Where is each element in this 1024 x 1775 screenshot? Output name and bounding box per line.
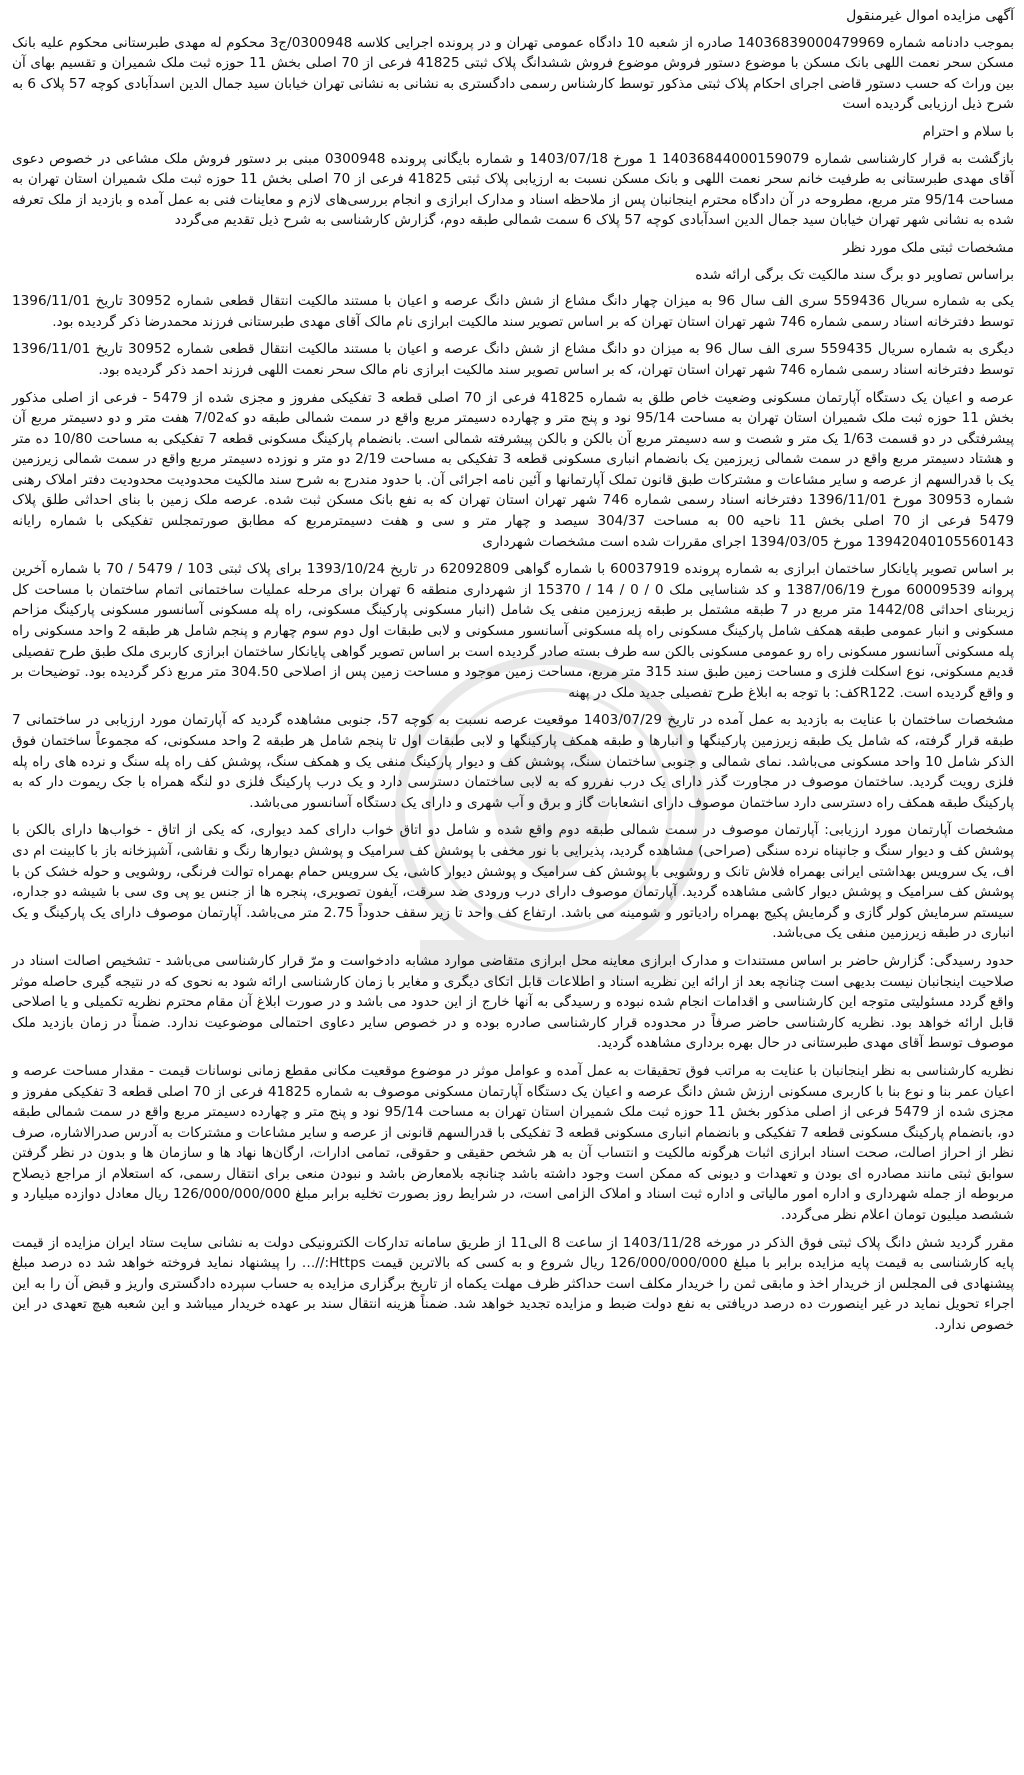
first-deed-paragraph: یکی به شماره سریال 559436 سری الف سال 96 به میزان چهار دانگ مشاع از شش دانگ عرصه و اعیان با مستند مالکیت انتقال قطعی شماره 30952 تاریخ 1396/11/01 توسط دفترخانه اسناد رسمی شماره 746 شهر تهران استان تهران که بر اساس تصویر سند مالکیت ابرازی نام مالک آقای مهدی طبرستانی فرزند محمدرضا ذکر گردیده بود.: [12, 293, 1014, 330]
scope-paragraph: حدود رسیدگی: گزارش حاضر بر اساس مستندات و مدارک ابرازی معاینه محل ابرازی متقاضی موارد مشابه دادخواست و مرّ قرار کارشناسی می‌باشد - تشخیص اصالت اسناد در صلاحیت اینجانبان نیست بدیهی است چنانچه بعد از ارائه این نظریه اسناد و اطلاعات قابل اتکای دیگری و مغایر با زمان کارشناسی ارائه شود به نحوی که در نتیجه گیری حاصله موثر واقع گردد مسئولیتی متوجه این کارشناسی و اقدامات انجام شده نبوده و رسیدگی به آنها خارج از این حدود می باشد و در صورت ابلاغ آن مقام محترم نظریه تکمیلی و یا اصلاحی قابل ارائه خواهد بود. نظریه کارشناسی حاضر صرفاً در محدوده قرار کارشناسی صادره بوده و در خصوص سایر دعاوی احتمالی موضوعیت ندارد. ضمناً در زمان بازدید ملک موصوف توسط آقای مهدی طبرستانی در حال بهره برداری مشاهده گردید.: [12, 952, 1014, 1052]
auction-terms-paragraph: مقرر گردید شش دانگ پلاک ثبتی فوق الذکر در مورخه 1403/11/28 از ساعت 8 الی11 از طریق سامانه تدارکات الکترونیکی دولت به نشانی سایت ستاد ایران مزایده از قیمت پایه کارشناسی به قیمت پایه مزایده برابر با مبلغ 126/000/000/000 ریال شروع و به کسی که بالاترین قیمت Https://… را پیشنهاد نماید فروخته خواهد شد ده درصد مبلغ پیشنهادی فی المجلس از خریدار اخذ و مابقی ثمن را خریدار مکلف است حداکثر ظرف مهلت یکماه از تاریخ برگزاری مزایده به حساب سپرده دادگستری واریز و قبض آن را به این اجراء تحویل نماید در غیر اینصورت ده درصد دریافتی به نفع دولت ضبط و مزایده تجدید خواهد شد. ضمناً هزینه انتقال سند بر عهده خریدار میباشد و این شعبه هیچ تعهدی در این خصوص ندارد.: [12, 1234, 1014, 1334]
auction-notice-document: [12, 6, 1014, 1343]
expert-report-paragraph: بازگشت به قرار کارشناسی شماره 14036844000159079 1 مورخ 1403/07/18 و شماره بایگانی پرونده 0300948 مبنی بر دستور فروش ملک مشاعی در خصوص دعوی آقای مهدی طبرستانی به طرفیت خانم سحر نعمت اللهی و بانک مسکن نسبت به ارزیابی پلاک ثبتی 41825 فرعی از 70 اصلی بخش 11 حوزه ثبت ملک شمیران استان تهران به مساحت 95/14 متر مربع، مطروحه در آن دادگاه محترم اینجانبان پس از ملاحظه اسناد و مدارک ابرازی و انجام بررسی‌های لازم و معاینات فنی به عمل آمده و بازدید از ملک تعرفه شده به نشانی شهر تهران خیابان سید جمال الدین اسدآبادی کوچه 57 پلاک 6 سمت شمالی طبقه دوم، گزارش کارشناسی به شرح ذیل تقدیم می‌گردد: [12, 150, 1014, 229]
notice-title: آگهی مزایده اموال غیرمنقول: [846, 8, 1014, 24]
property-description-paragraph: عرصه و اعیان یک دستگاه آپارتمان مسکونی وضعیت خاص طلق به شماره 41825 فرعی از 70 اصلی قطعه 3 تفکیکی مفروز و مجزی شده از 5479 - فرعی از اصلی مذکور بخش 11 حوزه ثبت ملک شمیران استان تهران به مساحت 95/14 نود و پنج متر و چهارده دسیمتر مربع واقع در سمت شمالی طبقه دو که7/02 هفت متر و دو دسیمتر مربع آن پیشرفتگی در دو قسمت 1/63 یک متر و شصت و سه دسیمتر مربع آن بالکن و بالکن پیشرفته شمالی است. بانضمام پارکینگ مسکونی قطعه 7 تفکیکی به مساحت 10/80 ده متر و هشتاد دسیمتر مربع واقع در سمت شمالی زیرزمین یک بانضمام انباری مسکونی قطعه 3 تفکیکی به مساحت 2/19 دو متر و نوزده دسیمتر مربع واقع در سمت شمالی زیرزمین یک با قدرالسهم از عرصه و سایر مشاعات و مشترکات طبق قانون تملک آپارتمانها و آئین نامه اجرائی آن. با حدود مندرج به شرح سند مالکیت محدودیت محدودیت دفتر املاک رهنی شماره 30953 مورخ 1396/11/01 دفترخانه اسناد رسمی شماره 746 شهر تهران استان تهران که به نفع بانک مسکن ثبت شده. عرصه ملک زمین با بنای احداثی طلق پلاک 5479 فرعی از 70 اصلی بخش 11 ناحیه 00 به مساحت 304/37 سیصد و چهار متر و سی و هفت دسیمترمربع که مطابق صورتمجلس تفکیکی با شماره رایانه 13942040105560143 مورخ 1394/03/05 اجرای مقررات شده است مشخصات شهرداری: [12, 389, 1014, 550]
intro-paragraph: بموجب دادنامه شماره 14036839000479969 صادره از شعبه 10 دادگاه عمومی تهران و در پرونده اجرایی کلاسه 0300948/ج3 محکوم له مهدی طبرستانی محکوم علیه بانک مسکن سحر نعمت اللهی بانک مسکن با موضوع دستور فروش موضوع فروش ششدانگ پلاک ثبتی 41825 فرعی از 70 اصلی بخش 11 حوزه ثبت ملک شمیران و تقسیم بهای آن بین وراث که حسب دستور قاضی اجرای احکام پلاک ثبتی مذکور توسط کارشناس رسمی دادگستری به نشانی به نشانی تهران خیابان سید جمال الدین اسدآبادی کوچه 57 پلاک 6 به شرح ذیل ارزیابی گردیده است: [12, 34, 1014, 113]
municipality-paragraph: بر اساس تصویر پایانکار ساختمان ابرازی به شماره پرونده 60037919 با شماره گواهی 62092809 در تاریخ 1393/10/24 برای پلاک ثبتی 103 / 5479 / 70 با شماره آخرین پروانه 60009539 مورخ 1387/06/19 و کد شناسایی ملک 0 / 0 / 14 / 15370 از شهرداری منطقه 6 تهران برای مرحله عملیات ساختمانی اتمام ساختمان با مساحت کل زیربنای احداثی 1442/08 متر مربع در 7 طبقه مشتمل بر طبقه زیرزمین منفی یک شامل (انبار مسکونی پارکینگ مسکونی، راه پله مسکونی آسانسور مسکونی پارکینگ مزاحم مسکونی و انبار عمومی طبقه همکف شامل پارکینگ مسکونی راه پله مسکونی آسانسور مسکونی و لابی طبقات اول دوم سوم چهارم و پنجم شامل هر طبقه 2 واحد مسکونی راه پله مسکونی آسانسور مسکونی راه رو عمومی مسکونی بالکن سه طرف بسته صادر گردیده است بر اساس تصویر گواهی پایانکار ساختمان ابرازی کاربری ملک طبق طرح تفصیلی قدیم مسکونی، نوع اسکلت فلزی و مساحت زمین طبق سند 315 متر مربع، مساحت زمین موجود و مساحت زمین پس از اصلاحی 304.50 متر مربع ذکر گردیده بود. توضیحات بر و واقع گردیده است. R122کف: با توجه به ابلاغ طرح تفصیلی جدید ملک در پهنه: [12, 561, 1015, 701]
valuation-paragraph: نظریه کارشناسی به نظر اینجانبان با عنایت به مراتب فوق تحقیقات به عمل آمده و عوامل موثر در موضوع موقعیت مکانی مقطع زمانی نوسانات قیمت - مقدار مساحت عرصه و اعیان عمر بنا و نوع بنا با کاربری مسکونی ارزش شش دانگ عرصه و اعیان یک دستگاه آپارتمان مسکونی موصوف به شماره 41825 فرعی از 70 اصلی قطعه 3 تفکیکی مفروز و مجزی شده از 5479 فرعی از اصلی مذکور بخش 11 حوزه ثبت ملک شمیران استان تهران به مساحت 95/14 نود و پنج متر و چهارده دسیمتر مربع واقع در سمت شمالی طبقه دو، بانضمام پارکینگ مسکونی قطعه 7 تفکیکی و بانضمام انباری مسکونی قطعه 3 تفکیکی با قدرالسهم قانونی از عرصه و سایر مشاعات و مشترکات به آدرس صدرالاشاره، صرف نظر از احراز اصالت، صحت اسناد ابرازی اثبات هرگونه مالکیت و انتساب آن به هر شخص حقیقی و حقوقی، تمامی ادارات، ارگان‌ها نهاد ها و سازمان ها و بدون در نظر گرفتن سوابق ثبتی مانند مصادره ای بودن و تعهدات و دیونی که ممکن است وجود داشته باشد چنانچه بلامعارض باشد و نبودن منعی برای انتقال رسمی، که استعلام از مراجع ذیصلاح مربوطه از جمله شهرداری و اداره امور مالیاتی و اداره ثبت اسناد و املاک الزامی است، در شرایط روز بصورت تخلیه برابر مبلغ 126/000/000/000 ریال معادل دوازده میلیارد و ششصد میلیون تومان اعلام نظر می‌گردد.: [12, 1062, 1015, 1224]
building-specs-paragraph: مشخصات ساختمان با عنایت به بازدید به عمل آمده در تاریخ 1403/07/29 موقعیت عرصه نسبت به کوچه 57، جنوبی مشاهده گردید که آپارتمان مورد ارزیابی در ساختمانی 7 طبقه قرار گرفته، که شامل یک طبقه زیرزمین پارکینگها و انبارها و طبقه همکف پارکینگها و لابی طبقات اول تا پنجم شامل هر طبقه 2 واحد مسکونی، که مجموعاً ساختمان فوق الذکر شامل 10 واحد مسکونی می‌باشد. نمای شمالی و جنوبی ساختمان سنگ، پوشش کف و دیوار پارکینگ منفی یک و همکف سنگ، پوشش کف راه پله سنگ و نرده های راه پله فلزی رویت گردید. ساختمان موصوف در مجاورت گذر دارای یک درب نفررو که به لابی ساختمان دسترسی دارد و یک درب پارکینگ فلزی دو لنگه همراه با جک ریموت دار که به پارکینگ طبقه همکف راه دسترسی دارد ساختمان موصوف دارای انشعابات گاز و برق و آب شهری و دارای یک دستگاه آسانسور می‌باشد.: [12, 712, 1014, 811]
registration-heading: مشخصات ثبتی ملک مورد نظر: [843, 239, 1014, 256]
greeting-line: با سلام و احترام: [922, 123, 1014, 140]
second-deed-paragraph: دیگری به شماره سریال 559435 سری الف سال 96 به میزان دو دانگ مشاع از شش دانگ عرصه و اعیان با مستند مالکیت انتقال قطعی شماره 30952 تاریخ 1396/11/01 توسط دفترخانه اسناد رسمی شماره 746 شهر تهران استان تهران، که بر اساس تصویر سند مالکیت ابرازی نام مالک سحر نعمت اللهی فرزند احمد ذکر گردیده بود.: [12, 341, 1014, 378]
deed-basis-line: براساس تصاویر دو برگ سند مالکیت تک برگی ارائه شده: [695, 266, 1014, 283]
apartment-specs-paragraph: مشخصات آپارتمان مورد ارزیابی: آپارتمان موصوف در سمت شمالی طبقه دوم واقع شده و شامل دو اتاق خواب دارای کمد دیواری، که یکی از اتاق - خواب‌ها دارای بالکن با پوشش کف و دیوار سنگ و جانپناه نرده سنگی (صراحی) مشاهده گردید، پذیرایی با نور مخفی با پوشش کف سرامیک و پوشش دیوارها رنگ و نقاشی، آشپزخانه باز با کابینت ام دی اف، یک سرویس بهداشتی ایرانی بهمراه فلاش تانک و روشویی با پوشش کف سرامیک و پوشش دیوار کاشی، یک سرویس حمام بهمراه توالت فرنگی، روشویی و حوله خشک کن با پوشش کف سرامیک و پوشش دیوار کاشی مشاهده گردید. آپارتمان موصوف دارای درب ورودی ضد سرقت، آیفون تصویری، پنجره ها از جنس یو پی وی سی با شیشه دو جداره، سیستم سرمایش کولر گازی و گرمایش پکیج بهمراه رادیاتور و شومینه می باشد. ارتفاع کف واحد تا زیر سقف حدوداً 2.75 متر می‌باشد. آپارتمان موصوف دارای یک پارکینگ و یک انباری در طبقه زیرزمین منفی یک می‌باشد.: [12, 822, 1014, 942]
